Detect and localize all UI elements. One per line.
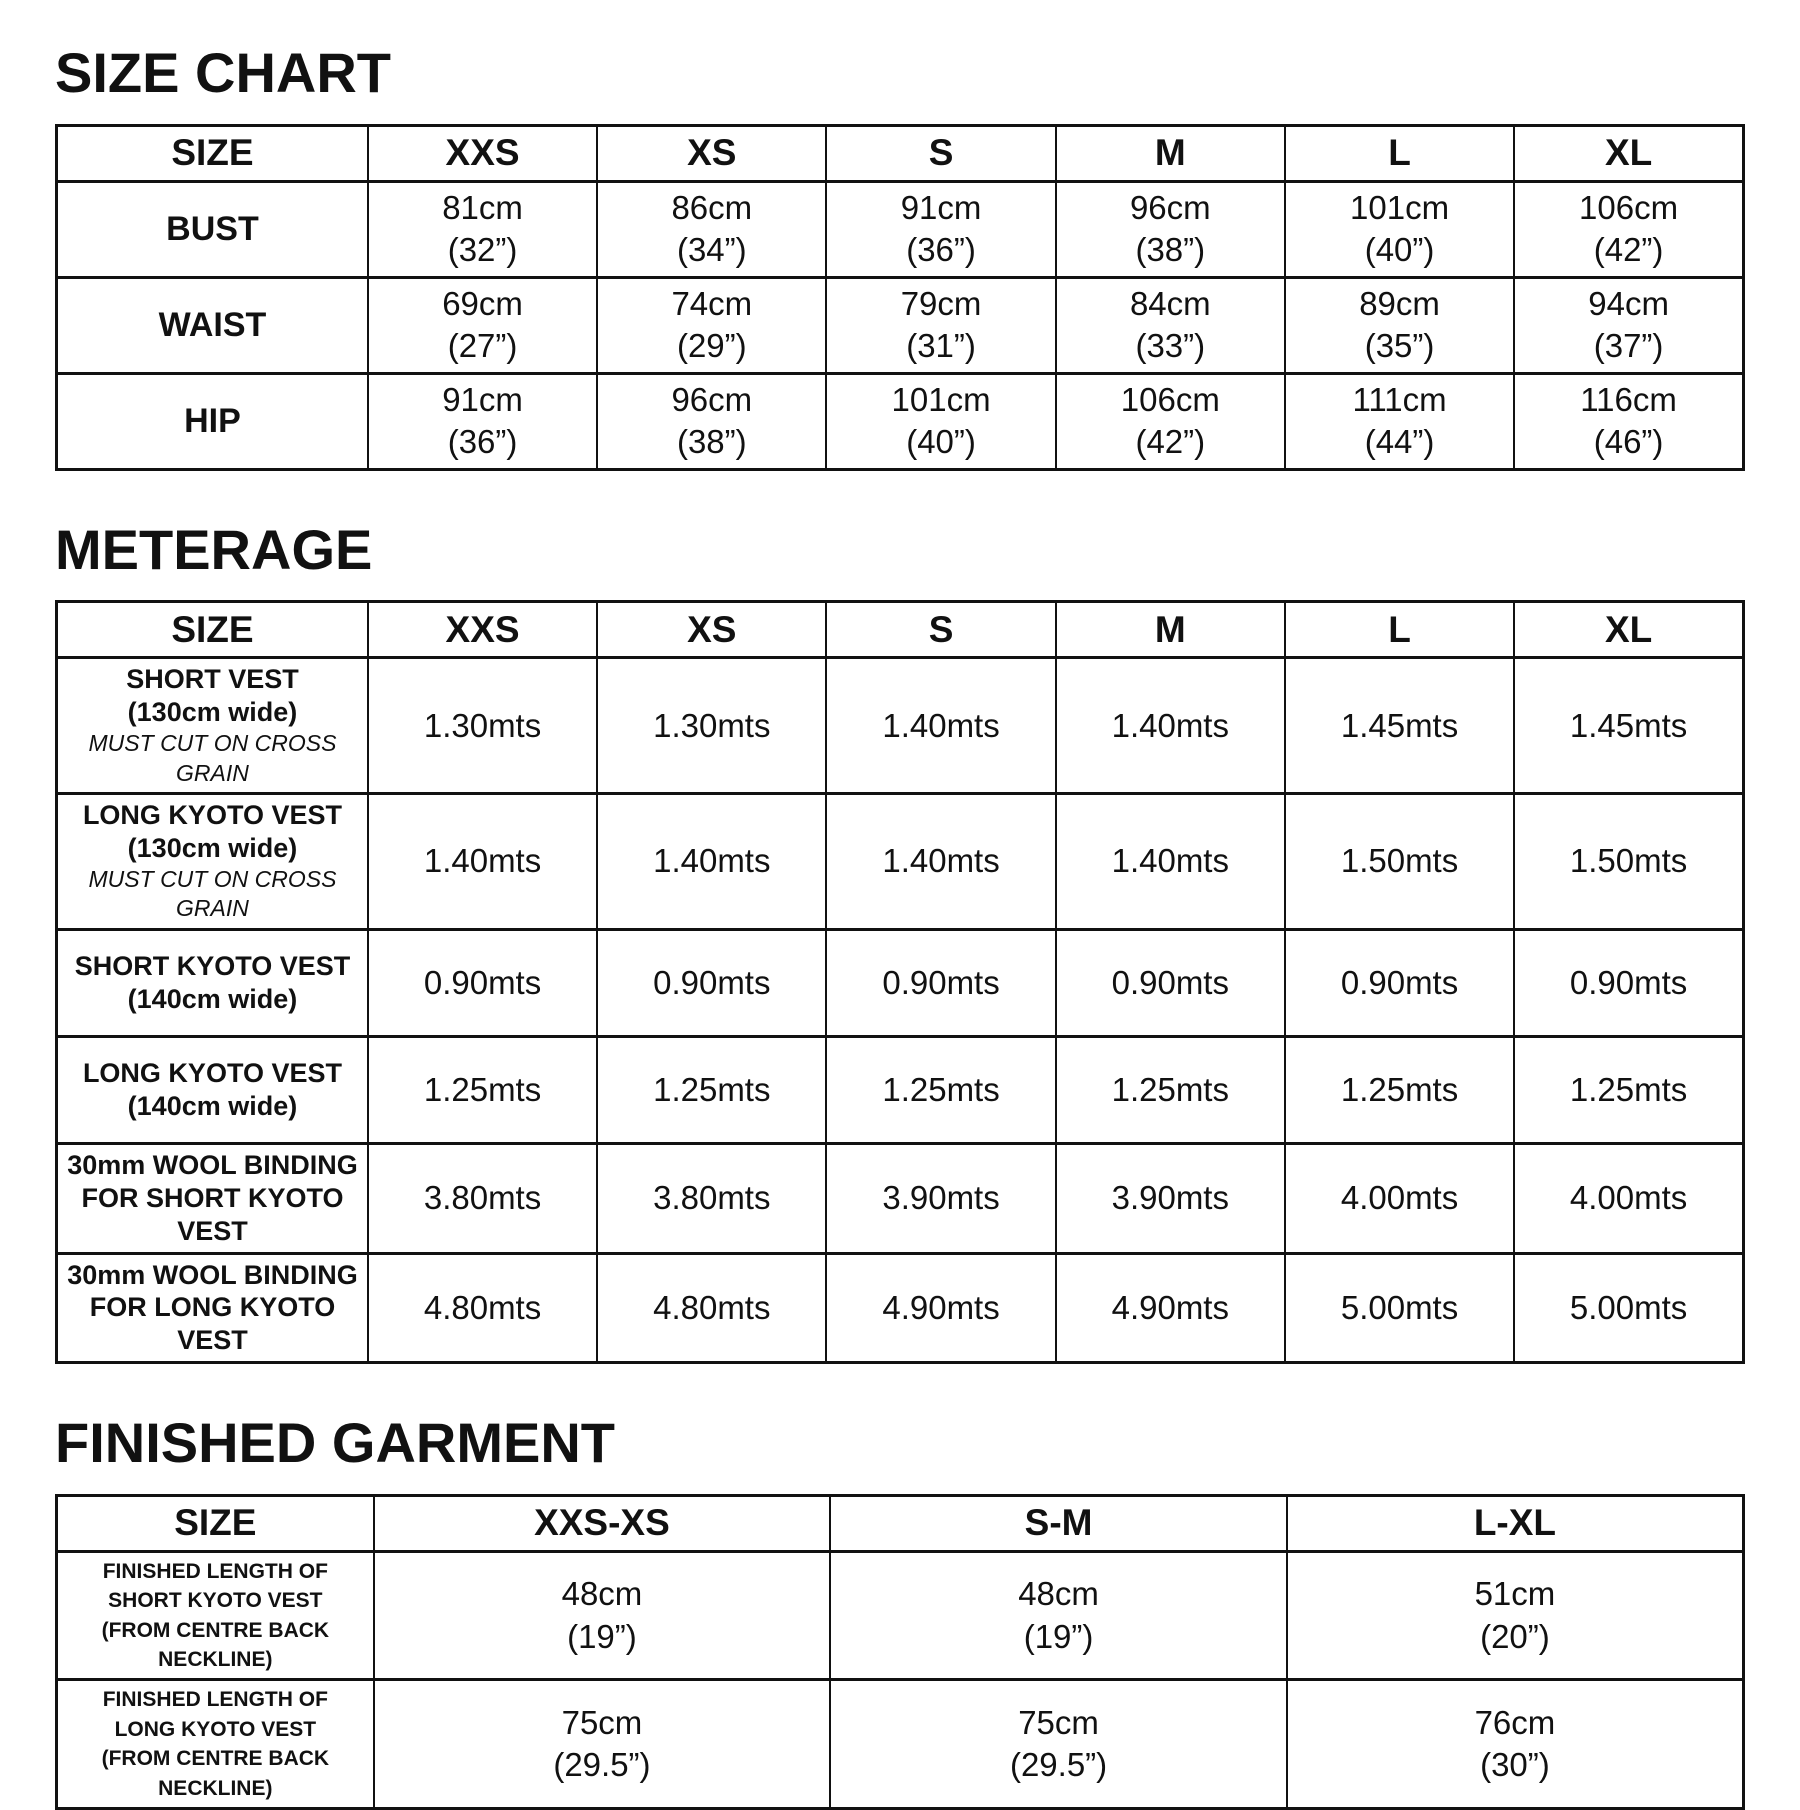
table-cell — [597, 373, 826, 469]
table-cell — [368, 181, 597, 277]
table-cell — [1056, 1036, 1285, 1143]
inch-value: (29”) — [676, 327, 747, 365]
row-label-binding-short — [57, 1143, 368, 1253]
inch-value: (33”) — [1135, 327, 1206, 365]
table-cell — [1285, 1036, 1514, 1143]
table-cell — [826, 181, 1055, 277]
table-row-finished-length-short — [57, 1551, 1744, 1680]
cm-value: 86cm — [671, 188, 753, 226]
meterage-value: 5.00mts — [1340, 1288, 1459, 1326]
row-label-line: (140cm wide) — [127, 1090, 298, 1121]
inch-value: (19”) — [567, 1617, 637, 1655]
table-cell — [597, 1253, 826, 1363]
meterage-value: 1.50mts — [1340, 842, 1459, 880]
table-cell — [826, 793, 1055, 929]
meterage-value: 1.40mts — [423, 842, 542, 880]
table-cell — [1285, 277, 1514, 373]
row-label-line: FOR LONG KYOTO VEST — [89, 1292, 336, 1356]
cm-value: 106cm — [1579, 188, 1679, 226]
column-header-xxs: XXS — [368, 125, 597, 181]
meterage-value: 0.90mts — [1340, 963, 1459, 1001]
column-header-l: L — [1285, 125, 1514, 181]
table-cell — [1514, 658, 1743, 794]
table-cell — [1285, 1143, 1514, 1253]
table-cell — [368, 793, 597, 929]
row-label-line: FINISHED LENGTH OF — [102, 1688, 328, 1712]
meterage-value: 4.90mts — [882, 1288, 1000, 1326]
row-label-line: (130cm wide) — [127, 697, 298, 728]
table-cell — [1514, 1143, 1743, 1253]
table-cell — [826, 277, 1055, 373]
cm-value: 106cm — [1120, 380, 1220, 418]
row-label-line: 30mm WOOL BINDING — [67, 1259, 358, 1290]
cm-value: 51cm — [1474, 1575, 1556, 1613]
cm-value: 96cm — [1129, 188, 1211, 226]
cm-value: 101cm — [1350, 188, 1450, 226]
meterage-value: 0.90mts — [1111, 963, 1229, 1001]
table-row-binding-long — [57, 1253, 1744, 1363]
cm-value: 116cm — [1580, 380, 1677, 418]
meterage-value: 0.90mts — [1569, 963, 1688, 1001]
meterage-value: 5.00mts — [1569, 1288, 1688, 1326]
meterage-value: 3.80mts — [653, 1179, 771, 1217]
table-cell — [597, 929, 826, 1036]
table-cell — [1056, 793, 1285, 929]
table-cell — [1285, 1253, 1514, 1363]
table-cell — [1056, 373, 1285, 469]
table-cell — [830, 1551, 1287, 1680]
row-label-line: LONG KYOTO VEST — [82, 799, 342, 830]
table-cell — [1514, 1036, 1743, 1143]
row-label-note: MUST CUT ON CROSS GRAIN — [88, 865, 337, 922]
meterage-value: 4.80mts — [653, 1288, 771, 1326]
row-label-long-kyoto-vest-130 — [57, 793, 368, 929]
table-row-short-kyoto-vest-140 — [57, 929, 1744, 1036]
meterage-value: 0.90mts — [423, 963, 542, 1001]
inch-value: (46”) — [1593, 423, 1664, 461]
table-cell — [368, 1036, 597, 1143]
meterage-value: 4.90mts — [1111, 1288, 1229, 1326]
inch-value: (29.5”) — [1009, 1746, 1108, 1784]
inch-value: (35”) — [1364, 327, 1435, 365]
row-label-short-kyoto-vest-140 — [57, 929, 368, 1036]
row-label-line: (FROM CENTRE BACK NECKLINE) — [101, 1747, 330, 1800]
finished-garment-title: FINISHED GARMENT — [55, 1411, 615, 1475]
meterage-value: 3.90mts — [1111, 1179, 1229, 1217]
column-header-s-m: S-M — [830, 1495, 1287, 1551]
meterage-value: 1.40mts — [882, 706, 1000, 744]
table-cell — [1514, 373, 1743, 469]
table-row-hip — [57, 373, 1744, 469]
row-label-line: FOR SHORT KYOTO VEST — [81, 1182, 344, 1246]
meterage-value: 1.30mts — [653, 706, 771, 744]
inch-value: (29.5”) — [553, 1746, 651, 1784]
table-cell — [826, 658, 1055, 794]
table-cell — [1514, 793, 1743, 929]
meterage-table — [55, 600, 1745, 1364]
inch-value: (31”) — [906, 327, 976, 365]
row-label-line: SHORT KYOTO VEST — [108, 1589, 323, 1613]
table-cell — [1285, 658, 1514, 794]
cm-value: 96cm — [671, 380, 753, 418]
table-cell — [597, 1036, 826, 1143]
row-label-binding-long — [57, 1253, 368, 1363]
inch-value: (44”) — [1364, 423, 1435, 461]
column-header-size: SIZE — [57, 125, 368, 181]
meterage-value: 4.80mts — [423, 1288, 542, 1326]
inch-value: (36”) — [447, 423, 518, 461]
meterage-value: 1.25mts — [423, 1070, 542, 1108]
table-cell — [1056, 181, 1285, 277]
table-cell — [374, 1680, 831, 1809]
table-cell — [1056, 658, 1285, 794]
meterage-title: METERAGE — [55, 517, 373, 581]
inch-value: (34”) — [676, 231, 747, 269]
meterage-header-row — [57, 602, 1744, 658]
row-label-line: (FROM CENTRE BACK NECKLINE) — [101, 1618, 330, 1672]
table-row-waist — [57, 277, 1744, 373]
meterage-value: 0.90mts — [653, 963, 771, 1001]
meterage-value: 1.40mts — [653, 842, 771, 880]
column-header-size: SIZE — [57, 1495, 374, 1551]
size-chart-table — [55, 124, 1745, 471]
table-cell — [374, 1551, 831, 1680]
table-row-binding-short — [57, 1143, 1744, 1253]
row-label-line: SHORT VEST — [126, 664, 299, 695]
table-cell — [826, 929, 1055, 1036]
column-header-l-xl: L-XL — [1287, 1495, 1744, 1551]
column-header-m: M — [1056, 125, 1285, 181]
meterage-value: 1.40mts — [882, 842, 1000, 880]
table-cell — [1056, 1253, 1285, 1363]
column-header-xl: XL — [1514, 125, 1743, 181]
cm-value: 91cm — [442, 380, 523, 418]
table-cell — [826, 1143, 1055, 1253]
meterage-value: 1.50mts — [1569, 842, 1688, 880]
table-row-short-vest — [57, 658, 1744, 794]
column-header-l: L — [1285, 602, 1514, 658]
row-label-finished-length-short — [57, 1551, 374, 1680]
table-cell — [1056, 1143, 1285, 1253]
inch-value: (40”) — [1364, 231, 1435, 269]
table-cell — [1287, 1551, 1744, 1680]
table-cell — [597, 277, 826, 373]
meterage-value: 1.25mts — [1569, 1070, 1688, 1108]
row-label-long-kyoto-vest-140 — [57, 1036, 368, 1143]
table-cell — [597, 658, 826, 794]
meterage-value: 1.45mts — [1569, 706, 1688, 744]
cm-value: 74cm — [671, 284, 753, 322]
size-chart-title: SIZE CHART — [55, 41, 391, 104]
inch-value: (36”) — [906, 231, 976, 269]
table-cell — [368, 373, 597, 469]
row-label-note: MUST CUT ON CROSS GRAIN — [88, 730, 337, 786]
cm-value: 89cm — [1359, 284, 1440, 322]
table-row-long-kyoto-vest-140 — [57, 1036, 1744, 1143]
column-header-m: M — [1056, 602, 1285, 658]
meterage-value: 1.40mts — [1111, 706, 1229, 744]
meterage-value: 1.45mts — [1340, 706, 1459, 744]
meterage-value: 1.25mts — [1340, 1070, 1459, 1108]
table-cell — [1514, 1253, 1743, 1363]
column-header-xs: XS — [597, 602, 826, 658]
row-label-line: LONG KYOTO VEST — [82, 1057, 342, 1088]
row-label-finished-length-long — [57, 1680, 374, 1809]
table-cell — [368, 1143, 597, 1253]
column-header-xxs-xs: XXS-XS — [374, 1495, 831, 1551]
row-label-line: FINISHED LENGTH OF — [102, 1559, 328, 1583]
table-cell — [368, 658, 597, 794]
table-row-long-kyoto-vest-130 — [57, 793, 1744, 929]
meterage-value: 1.25mts — [653, 1070, 771, 1108]
table-cell — [826, 1036, 1055, 1143]
table-cell — [1056, 277, 1285, 373]
size-chart-header-row — [57, 125, 1744, 181]
table-cell — [597, 1143, 826, 1253]
table-cell — [368, 1253, 597, 1363]
column-header-s: S — [826, 125, 1055, 181]
row-label-line: LONG KYOTO VEST — [114, 1717, 317, 1741]
row-label-line: (130cm wide) — [127, 832, 298, 863]
table-row-finished-length-long — [57, 1680, 1744, 1809]
cm-value: 81cm — [442, 188, 523, 226]
inch-value: (19”) — [1023, 1617, 1094, 1655]
finished-garment-table — [55, 1494, 1745, 1810]
table-cell — [1285, 793, 1514, 929]
table-cell — [1285, 181, 1514, 277]
column-header-size: SIZE — [57, 602, 368, 658]
meterage-value: 4.00mts — [1569, 1179, 1688, 1217]
table-cell — [1285, 929, 1514, 1036]
meterage-value: 4.00mts — [1340, 1179, 1459, 1217]
row-label-line: (140cm wide) — [127, 983, 298, 1014]
row-label-line: SHORT KYOTO VEST — [74, 950, 351, 981]
inch-value: (42”) — [1593, 231, 1664, 269]
cm-value: 69cm — [442, 284, 523, 322]
inch-value: (40”) — [906, 423, 976, 461]
cm-value: 48cm — [561, 1575, 643, 1613]
table-cell — [1514, 181, 1743, 277]
table-cell — [826, 1253, 1055, 1363]
row-label-bust: BUST — [57, 181, 368, 277]
table-cell — [1514, 929, 1743, 1036]
table-cell — [1056, 929, 1285, 1036]
column-header-xl: XL — [1514, 602, 1743, 658]
table-cell — [368, 929, 597, 1036]
cm-value: 84cm — [1129, 284, 1211, 322]
table-cell — [830, 1680, 1287, 1809]
cm-value: 76cm — [1474, 1704, 1556, 1742]
inch-value: (42”) — [1135, 423, 1206, 461]
meterage-value: 3.80mts — [423, 1179, 542, 1217]
table-cell — [1287, 1680, 1744, 1809]
meterage-value: 1.25mts — [882, 1070, 1000, 1108]
table-cell — [1514, 277, 1743, 373]
row-label-waist: WAIST — [57, 277, 368, 373]
cm-value: 111cm — [1352, 380, 1447, 418]
meterage-value: 1.25mts — [1111, 1070, 1229, 1108]
meterage-value: 3.90mts — [882, 1179, 1000, 1217]
table-cell — [597, 793, 826, 929]
table-cell — [826, 373, 1055, 469]
inch-value: (27”) — [447, 327, 518, 365]
row-label-short-vest — [57, 658, 368, 794]
meterage-value: 1.40mts — [1111, 842, 1229, 880]
table-cell — [368, 277, 597, 373]
cm-value: 101cm — [891, 380, 991, 418]
finished-garment-header-row — [57, 1495, 1744, 1551]
inch-value: (38”) — [676, 423, 747, 461]
inch-value: (30”) — [1480, 1746, 1550, 1784]
inch-value: (32”) — [447, 231, 518, 269]
inch-value: (20”) — [1480, 1617, 1550, 1655]
column-header-xxs: XXS — [368, 602, 597, 658]
meterage-value: 0.90mts — [882, 963, 1000, 1001]
cm-value: 91cm — [900, 188, 982, 226]
meterage-value: 1.30mts — [423, 706, 542, 744]
cm-value: 94cm — [1588, 284, 1669, 322]
column-header-s: S — [826, 602, 1055, 658]
row-label-hip: HIP — [57, 373, 368, 469]
inch-value: (38”) — [1135, 231, 1206, 269]
cm-value: 75cm — [561, 1704, 643, 1742]
row-label-line: 30mm WOOL BINDING — [67, 1149, 358, 1180]
cm-value: 75cm — [1018, 1704, 1099, 1742]
table-cell — [1285, 373, 1514, 469]
table-row-bust — [57, 181, 1744, 277]
inch-value: (37”) — [1593, 327, 1664, 365]
column-header-xs: XS — [597, 125, 826, 181]
cm-value: 48cm — [1018, 1575, 1099, 1613]
table-cell — [597, 181, 826, 277]
cm-value: 79cm — [900, 284, 982, 322]
